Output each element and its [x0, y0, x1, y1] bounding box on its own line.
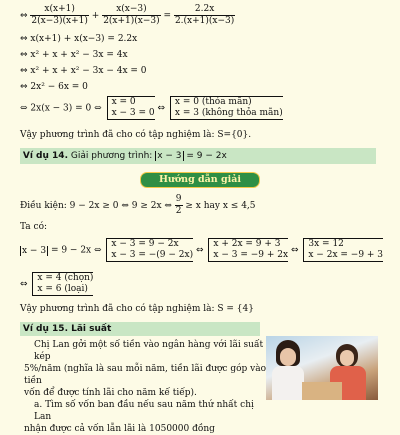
conclusion-2: Vậy phương trình đã cho có tập nghiệm là: S = {4} [20, 304, 254, 314]
case-bracket: x + 2x = 9 + 3 x − 3 = −9 + 2x [208, 238, 288, 262]
equation-line-1: ⇔ $\frac{x(x+1)}{2(x-3)(x+1)}$ + $\frac{x(x-3)}{2(x+1)(x-3)}$ = $\frac{2.2x}{2.(x+1)(x-3)}$ [20, 4, 235, 26]
guide-badge: Hướng dẫn giải [140, 172, 260, 188]
conclusion-1: Vậy phương trình đã cho có tập nghiệm là: S={0}. [20, 130, 252, 140]
case-bracket: 3x = 12 x − 2x = −9 + 3 [303, 238, 383, 262]
equiv-symbol: ⇔ [20, 11, 28, 21]
case-bracket: x − 3 = 9 − 2x x − 3 = −(9 − 2x) [106, 238, 193, 262]
equation-line-2: ⇔ x(x+1) + x(x−3) = 2.2x [20, 34, 138, 44]
equation-line-3: ⇔ x² + x + x² − 3x = 4x [20, 50, 128, 60]
example-15-paragraph: Chị Lan gởi một số tiền vào ngân hàng với lãi suất kép 5%/năm (nghĩa là sau mỗi năm, tiền lãi được góp vào tiền vốn để được tính lãi cho năm kế tiếp). a. Tìm số vốn ban đầu nếu sau năm thứ nhất chị Lan nhận được cả vốn lẫn lãi là 1050000 đồng [24, 340, 267, 434]
equation-line-6: ⇔ 2x(x − 3) = 0 ⇔ x = 0 x − 3 = 0 ⇔ x = 0 (thỏa mãn) x = 3 (không thỏa mãn) [20, 97, 283, 118]
equation-line-5: ⇔ 2x² − 6x = 0 [20, 82, 88, 92]
fraction: $\frac{2.2x}{2.(x+1)(x-3)}$ [174, 4, 235, 26]
condition-line: Điều kiện: 9 − 2x ≥ 0 ⇔ 9 ≥ 2x ⇔ $\frac{9}{2}$ ≥ x hay x ≤ 4,5 [20, 194, 256, 216]
case-bracket: x = 4 (chọn) x = 6 (loại) [32, 272, 93, 296]
bank-photo [266, 336, 378, 400]
example-15-heading: Ví dụ 15. Lãi suất [20, 322, 260, 336]
fraction: $\frac{9}{2}$ [175, 194, 182, 216]
case-bracket: x = 0 x − 3 = 0 [107, 96, 155, 120]
ta-co: Ta có: [20, 222, 48, 232]
fraction: $\frac{x(x+1)}{2(x-3)(x+1)}$ [31, 4, 88, 26]
result-line: ⇔ x = 4 (chọn) x = 6 (loại) [20, 273, 94, 294]
abs-equation-line: x − 3 = 9 − 2x ⇔ x − 3 = 9 − 2x x − 3 = −(9 − 2x) ⇔ x + 2x = 9 + 3 x − 3 = −9 + 2x ⇔ 3x = 12 x − 2x = −9 + 3 [22, 239, 384, 260]
equation-line-4: ⇔ x² + x + x² − 3x − 4x = 0 [20, 66, 147, 76]
fraction: $\frac{x(x-3)}{2(x+1)(x-3)}$ [103, 4, 160, 26]
case-bracket: x = 0 (thỏa mãn) x = 3 (không thỏa mãn) [170, 96, 283, 120]
example-14-heading: Ví dụ 14. Giải phương trình: x − 3 = 9 − 2x [20, 148, 376, 164]
